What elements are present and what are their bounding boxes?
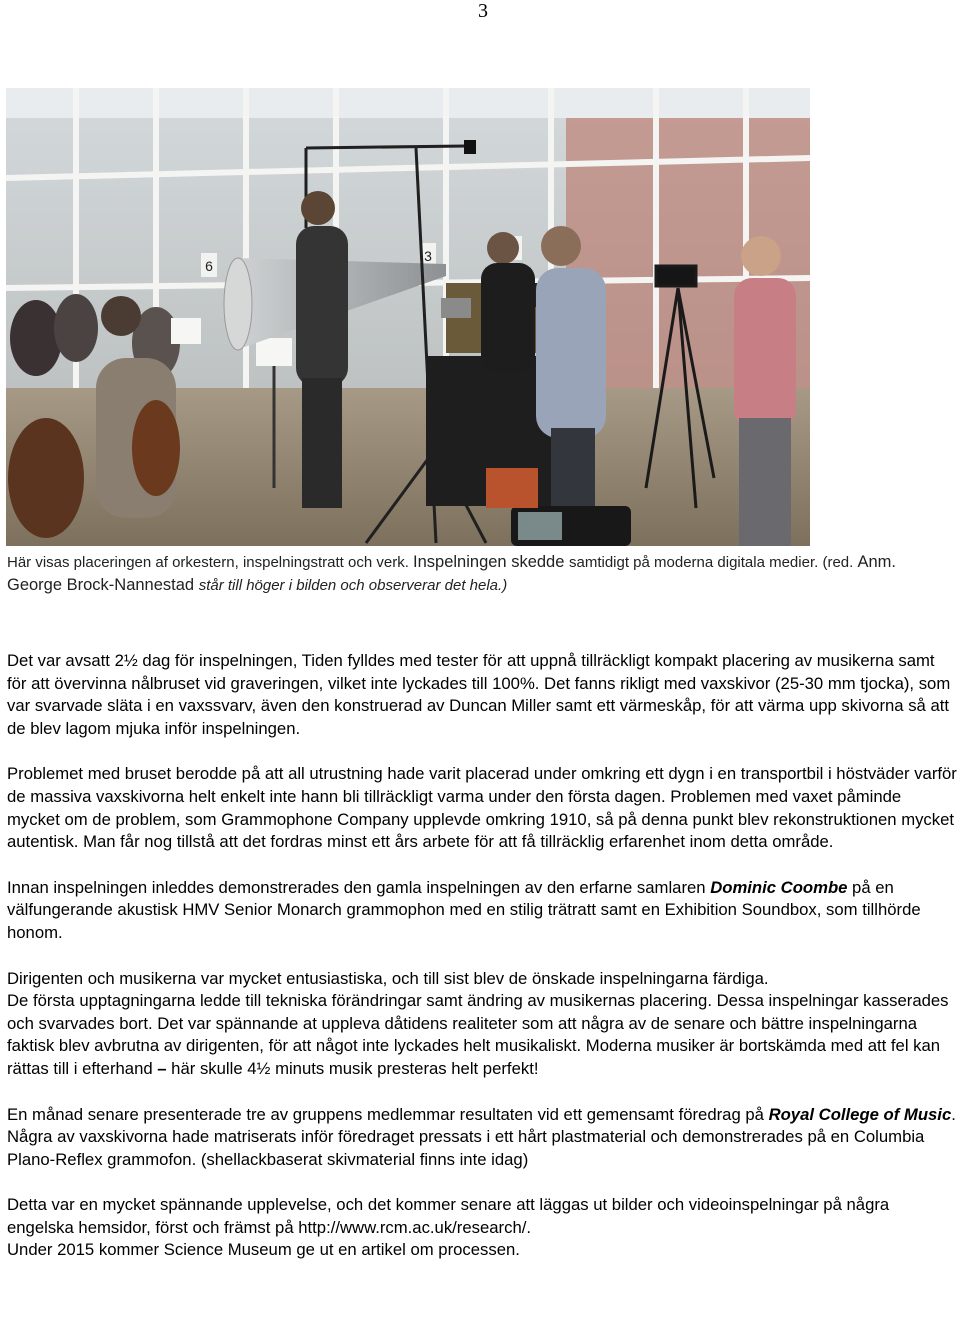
paragraph-4-end: här skulle 4½ minuts musik presteras helt perfekt! [166, 1058, 539, 1078]
article-body [7, 650, 957, 1262]
caption-part-1: Här visas placeringen af orkestern, inspelningstratt och verk. [7, 554, 414, 571]
page-number: 3 [478, 0, 488, 22]
recording-session-photo [6, 88, 810, 546]
paragraph-6: Detta var en mycket spännande upplevelse, och det kommer senare att läggas ut bilder och videoinspelningar på några engelska hemsidor, först och främst på http://www.rcm.ac.uk/research/. [7, 1195, 890, 1237]
paragraph-5 [7, 1104, 957, 1172]
paragraph-7: Under 2015 kommer Science Museum ge ut en artikel om processen. [7, 1240, 520, 1260]
engineer-at-horn [296, 191, 348, 508]
caption-part-2: Inspelningen skedde [413, 553, 569, 571]
paragraph-4 [7, 968, 957, 1081]
observer-on-right [734, 236, 796, 546]
paragraph-3-start: Innan inspelningen inleddes demonstrerades den gamla inspelningen av den erfarne samlaren [7, 877, 711, 897]
caption-part-5: står till höger i bilden och observerar det hela.) [198, 577, 508, 594]
institution-name: Royal College of Music [768, 1104, 952, 1124]
paragraph-5-end: . Några av vaxskivorna hade matriserats inför föredraget pressats i ett hårt plastmaterial och demonstrerades på en Columbia Plano-Reflex grammofon. (shellackbaserat skivmaterial finns inte idag) [7, 1104, 956, 1169]
collector-name: Dominic Coombe [710, 877, 848, 897]
paragraph-3 [7, 877, 957, 945]
caption-part-4: Anm. George Brock-Nannestad [7, 553, 896, 594]
caption-part-3: samtidigt på moderna digitala medier. (red. [568, 554, 858, 571]
stand-number-3: 3 [424, 248, 432, 264]
paragraph-2: Problemet med bruset berodde på att all utrustning hade varit placerad under omkring ett dygn i en transportbil i höstväder varför de massiva vaxskivorna helt enkelt inte hann bli tillräckligt varma under den första dagen. Problemen med vaxet påminde mycket om de problem, som Grammophone Company upplevde omkring 1910, så på denna punkt blev rekonstruktionen mycket autentisk. Man får nog tillstå att det fordras minst ett års arbete för att få tillräcklig erfarenhet inom detta område. [7, 764, 957, 852]
paragraph-5-start: En månad senare presenterade tre av gruppens medlemmar resultaten vid ett gemensamt föredrag på [7, 1104, 769, 1124]
stand-number-6: 6 [205, 258, 213, 274]
paragraph-4-dash: – [157, 1058, 167, 1078]
paragraph-3-end: på en välfungerande akustisk HMV Senior Monarch grammophon med en stilig trätratt samt en Exhibition Soundbox, som tillhörde honom. [7, 877, 921, 942]
photo-caption [7, 551, 947, 597]
paragraph-4-line-1: Dirigenten och musikerna var mycket entusiastiska, och till sist blev de önskade inspelningarna färdiga. [7, 968, 769, 988]
paragraph-1: Det var avsatt 2½ dag för inspelningen, Tiden fylldes med tester för att uppnå tillräckligt kompakt placering av musikerna samt för att övervinna nålbruset vid graveringen, vilket inte lyckades till 100%. Det fanns rikligt med vaxskivor (25-30 mm tjocka), som var svarvade släta i en vaxssvarv, även den konstruerad av Duncan Miller samt ett värmeskåp, för att värma upp skivorna så att de blev lagom mjuka inför inspelningen. [7, 651, 951, 738]
paragraph-4-body: De första upptagningarna ledde till tekniska förändringar samt ändring av musikernas placering. Dessa inspelningar kasserades och svarvades bort. Det var spännande at uppleva dåtidens realiteter som att några av de senare och bättre inspelningarna faktisk blev avbrutna av dirigenten, för att något inte lyckades helt musikaliskt. Moderna musiker är bortskämda med att fel kan rättas till i efterhand [7, 991, 949, 1078]
